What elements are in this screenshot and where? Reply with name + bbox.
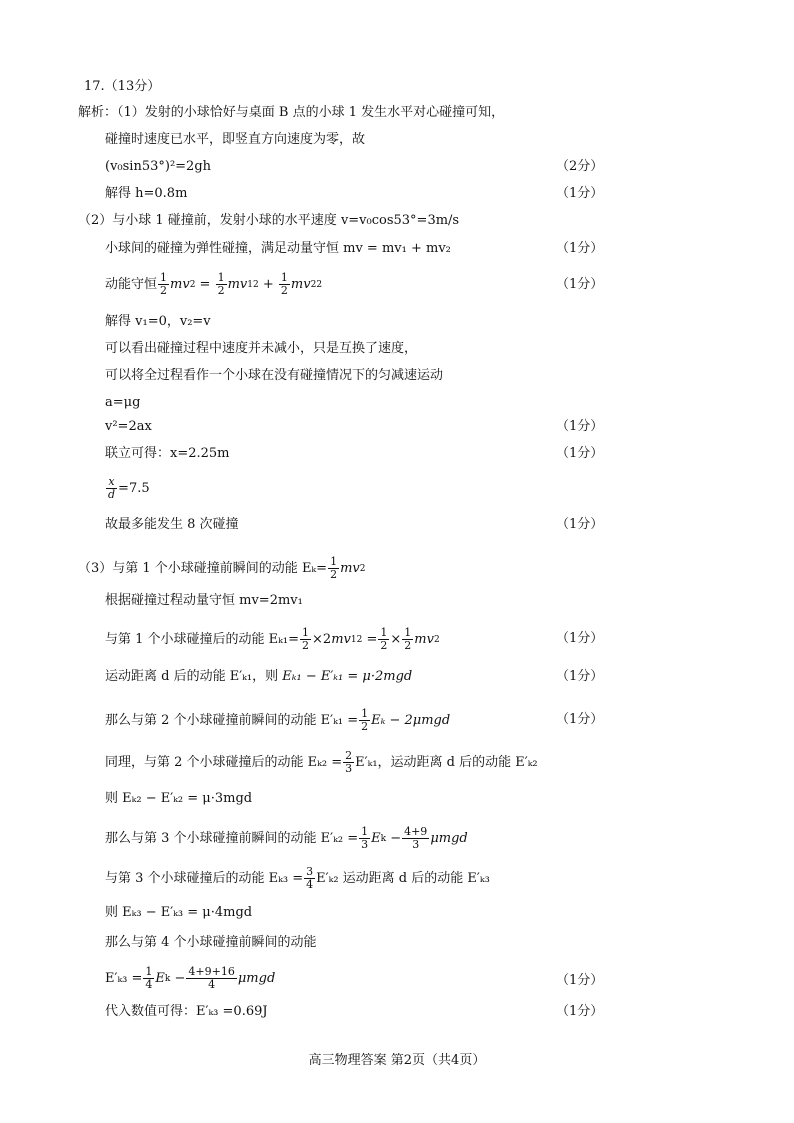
score-mark: （1分） (556, 712, 604, 727)
score-mark: （1分） (556, 1004, 604, 1019)
fraction: $\frac{x}{d}$ (108, 475, 116, 501)
fraction: 4+9+16 4 (188, 965, 235, 991)
part2-conclusion: 故最多能发生 8 次碰撞 (105, 517, 239, 532)
part3-diff-2: 则 Eₖ₂ − E′ₖ₂ = μ·3mgd (105, 791, 253, 806)
fraction: 1 2 (280, 271, 288, 297)
part3-before-3: 那么与第 3 个小球碰撞前瞬间的动能 E′ₖ₂ = $\frac{1}{3}$ E k − 4+9 3 μmgd (105, 825, 468, 851)
score-mark: （1分） (556, 241, 604, 256)
part3-before-2: 那么与第 2 个小球碰撞前瞬间的动能 E′ₖ₁ = $\frac{1}{2}$ Eₖ − 2μmgd (105, 707, 451, 733)
part2-energy: 动能守恒 1 2 mv 2 = 1 2 mv 1 2 + 1 2 mv 2 2 (105, 271, 323, 297)
part3-after-d: 运动距离 d 后的动能 E′ₖ₁，则 Eₖ₁ − E′ₖ₁ = μ·2mgd (105, 669, 413, 684)
score-mark: （1分） (556, 277, 604, 292)
part3-result: 代入数值可得：E′ₖ₃ =0.69J (105, 1004, 268, 1019)
part3-before-4: E′ₖ₃ = $\frac{1}{4}$ E k − 4+9+16 4 μmgd (105, 965, 276, 991)
score-mark: （1分） (556, 631, 604, 646)
fraction: $\frac{2}{3}$ (345, 749, 353, 775)
part3-diff-3: 则 Eₖ₃ − E′ₖ₃ = μ·4mgd (105, 905, 253, 920)
part2-distance: 联立可得：x=2.25m (105, 446, 230, 461)
part3-before-4-label: 那么与第 4 个小球碰撞前瞬间的动能 (105, 935, 317, 950)
part2-momentum: 小球间的碰撞为弹性碰撞，满足动量守恒 mv = mv₁ + mv₂ (105, 241, 451, 256)
score-mark: （1分） (556, 973, 604, 988)
part2-accel: a=μg (105, 395, 141, 410)
fraction: 4+9 3 (404, 825, 428, 851)
part1-line1: 解析：（1）发射的小球恰好与桌面 B 点的小球 1 发生水平对心碰撞可知， (78, 105, 505, 120)
part2-model: 可以将全过程看作一个小球在没有碰撞情况下的匀减速运动 (105, 368, 444, 383)
score-mark: （1分） (556, 669, 604, 684)
fraction: $\frac{1}{2}$ (361, 707, 369, 733)
fraction: 1 2 (217, 271, 225, 297)
score-mark: （1分） (556, 517, 604, 532)
part3-line1: （3）与第 1 个小球碰撞前瞬间的动能 Eₖ= $\frac{1}{2}$ mv 2 (78, 555, 366, 581)
part2-ratio: $\frac{x}{d}$ =7.5 (108, 475, 150, 501)
score-mark: （1分） (556, 419, 604, 434)
fraction: 1 2 (380, 626, 388, 652)
part3-ek2: 同理，与第 2 个小球碰撞后的动能 Eₖ₂ = $\frac{2}{3}$ E′ₖ₁，运动距离 d 后的动能 E′ₖ₂ (105, 749, 538, 775)
part1-line2: 碰撞时速度已水平，即竖直方向速度为零，故 (105, 132, 366, 147)
page-footer: 高三物理答案 第2页（共4页） (308, 1053, 486, 1068)
part2-observation: 可以看出碰撞过程中速度并未减小，只是互换了速度， (105, 341, 418, 356)
part2-solve: 解得 v₁=0，v₂=v (105, 314, 211, 329)
fraction: $\frac{1}{3}$ (361, 825, 369, 851)
fraction: $\frac{1}{4}$ (145, 965, 153, 991)
part2-line1: （2）与小球 1 碰撞前，发射小球的水平速度 v=v₀cos53°=3m/s (78, 213, 460, 228)
fraction: $\frac{3}{4}$ (306, 865, 314, 891)
fraction: 1 2 (160, 271, 168, 297)
score-mark: （2分） (556, 159, 604, 174)
part3-momentum: 根据碰撞过程动量守恒 mv=2mv₁ (105, 593, 303, 608)
part3-ek3: 与第 3 个小球碰撞后的动能 Eₖ₃ = $\frac{3}{4}$ E′ₖ₂ 运动距离 d 后的动能 E′ₖ₃ (105, 865, 490, 891)
energy-label: 动能守恒 (105, 276, 158, 292)
fraction: $\frac{1}{2}$ (330, 555, 338, 581)
part1-result: 解得 h=0.8m (105, 186, 188, 201)
score-mark: （1分） (556, 186, 604, 201)
part2-kinematics: v²=2ax (105, 419, 152, 434)
score-mark: （1分） (556, 446, 604, 461)
part3-ek1: 与第 1 个小球碰撞后的动能 Eₖ₁= $\frac{1}{2}$ ×2 mv 1 2 = 1 2 × 1 2 mv 2 (105, 626, 440, 652)
problem-number: 17.（13分） (84, 79, 161, 94)
part1-equation: (v₀sin53°)²=2gh (105, 159, 212, 174)
fraction: $\frac{1}{2}$ (302, 626, 310, 652)
fraction: 1 2 (404, 626, 412, 652)
